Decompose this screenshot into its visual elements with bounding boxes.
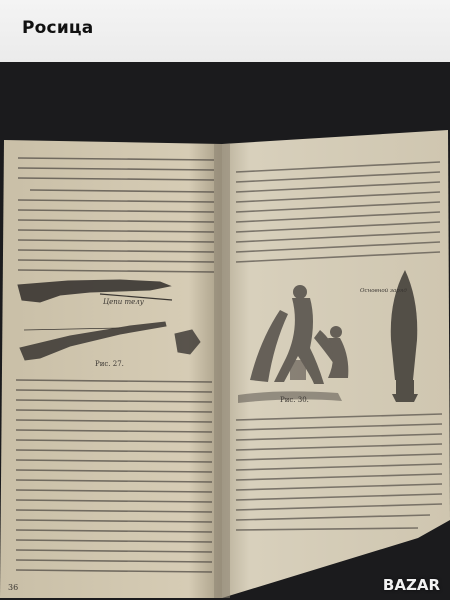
page-number: 36 [8,583,19,592]
watermark-logo: BAZAR [382,576,440,594]
figure-label-sight: Цепи телу [103,298,144,306]
brand-name: Росица [22,18,94,38]
left-page [0,140,222,598]
figure-label-charge: Основной заряд [360,288,407,294]
spine-shadow [214,144,230,598]
figure-caption-right: Рис. 30. [280,396,309,404]
figure-caption-left: Рис. 27. [95,360,124,368]
